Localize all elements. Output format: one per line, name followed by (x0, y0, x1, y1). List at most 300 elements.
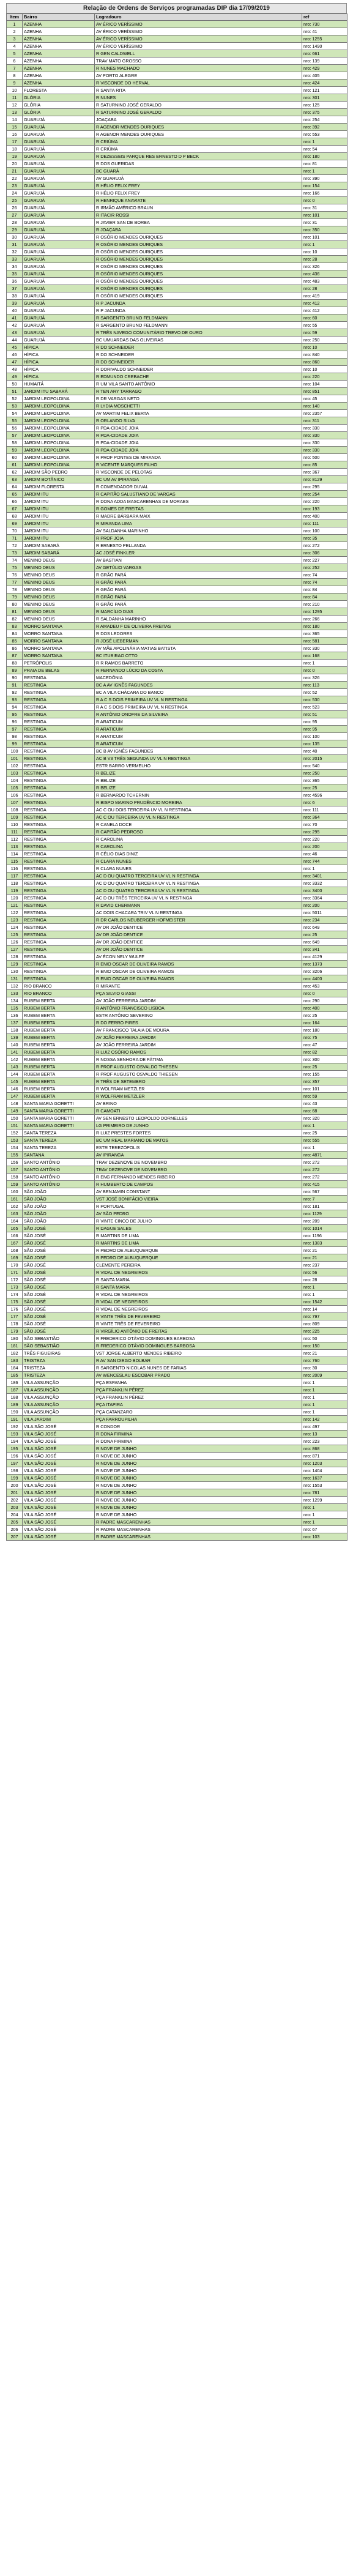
cell-logradouro: R R RAMOS BARRETO (95, 660, 302, 667)
cell-logradouro: R ORLANDO SILVA (95, 417, 302, 425)
cell-bairro: TRISTEZA (23, 1364, 95, 1372)
cell-bairro: GUARUJÁ (23, 116, 95, 124)
table-row (7, 983, 347, 990)
cell-bairro: RESTINGA (23, 696, 95, 704)
cell-item: 21 (7, 168, 23, 175)
cell-logradouro: R DONA FIRMINA (95, 1438, 302, 1445)
cell-bairro: GUARUJÁ (23, 278, 95, 285)
table-row (7, 1093, 347, 1100)
cell-bairro: HÍPICA (23, 373, 95, 381)
cell-logradouro: AC D OU QUATRO TERCEIRA UV VL N RESTINGA (95, 880, 302, 887)
table-row (7, 476, 347, 483)
cell-logradouro: R GOMES DE FREITAS (95, 505, 302, 513)
cell-bairro: VILA ASSUNÇÃO (23, 1379, 95, 1387)
cell-bairro: GUARUJÁ (23, 329, 95, 337)
cell-logradouro: R A C S DOIS PRIMEIRA UV VL N RESTINGA (95, 704, 302, 711)
table-row (7, 344, 347, 351)
cell-ref: nro: 357 (302, 1078, 347, 1085)
table-row (7, 895, 347, 902)
cell-item: 47 (7, 359, 23, 366)
cell-logradouro: R ITACIR ROSSI (95, 212, 302, 219)
cell-logradouro: R MADRE BÁRBARA MAIX (95, 513, 302, 520)
cell-bairro: HÍPICA (23, 351, 95, 359)
cell-bairro: SANTA TEREZA (23, 1137, 95, 1144)
cell-bairro: GUARUJÁ (23, 175, 95, 182)
cell-ref: nro: 730 (302, 21, 347, 28)
cell-bairro: JARDIM ITU (23, 505, 95, 513)
cell-item: 13 (7, 109, 23, 116)
table-row (7, 1122, 347, 1130)
cell-logradouro: R CAMOATI (95, 1107, 302, 1115)
cell-ref: nro: 51 (302, 711, 347, 718)
cell-logradouro: R SARGENTO NICOLAS NUNES DE FARIAS (95, 1364, 302, 1372)
cell-bairro: SANTA MARIA GORETTI (23, 1115, 95, 1122)
cell-ref: nro: 330 (302, 447, 347, 454)
cell-logradouro: R NOVE DE JUNHO (95, 1460, 302, 1467)
cell-ref: nro: 797 (302, 1313, 347, 1320)
cell-ref: nro: 81 (302, 160, 347, 168)
cell-ref: nro: 10 (302, 248, 347, 256)
cell-ref: nro: 415 (302, 1181, 347, 1188)
table-row (7, 777, 347, 784)
cell-logradouro: AC C OU DOIS TERCEIRA UV VL N RESTINGA (95, 806, 302, 814)
cell-item: 132 (7, 983, 23, 990)
cell-logradouro: R PDA-CIDADE JOIA (95, 425, 302, 432)
table-row (7, 696, 347, 704)
table-row (7, 880, 347, 887)
table-row (7, 623, 347, 630)
cell-logradouro: AV PORTO ALEGRE (95, 72, 302, 80)
cell-ref: nro: 1 (302, 1122, 347, 1130)
table-row (7, 1335, 347, 1342)
cell-logradouro: AV WENCESLAU ESCOBAR PRADO (95, 1372, 302, 1379)
table-row (7, 608, 347, 616)
cell-ref: nro: 225 (302, 1328, 347, 1335)
cell-ref: nro: 103 (302, 1533, 347, 1541)
cell-item: 15 (7, 124, 23, 131)
table-row (7, 1240, 347, 1247)
cell-item: 9 (7, 80, 23, 87)
cell-bairro: JARDIM SABARÁ (23, 549, 95, 557)
cell-item: 106 (7, 792, 23, 799)
cell-logradouro: R OSÓRIO MENDES OURIQUES (95, 263, 302, 270)
cell-logradouro: R BERNARDO TCHERNIN (95, 792, 302, 799)
cell-item: 176 (7, 1306, 23, 1313)
cell-ref: nro: 125 (302, 102, 347, 109)
table-row (7, 557, 347, 564)
cell-ref: nro: 412 (302, 300, 347, 307)
table-row (7, 80, 347, 87)
cell-ref: nro: 180 (302, 623, 347, 630)
cell-ref: nro: 31 (302, 204, 347, 212)
table-row (7, 1445, 347, 1453)
cell-ref: nro: 424 (302, 80, 347, 87)
cell-ref: nro: 300 (302, 1056, 347, 1063)
cell-bairro: MENINO DEUS (23, 608, 95, 616)
cell-bairro: JARDIM SABARÁ (23, 542, 95, 549)
cell-ref: nro: 1 (302, 168, 347, 175)
cell-logradouro: R PADRE MASCARENHAS (95, 1519, 302, 1526)
cell-logradouro: R AGENOR MENDES OURIQUES (95, 124, 302, 131)
cell-ref: nro: 649 (302, 924, 347, 931)
cell-item: 79 (7, 594, 23, 601)
cell-logradouro: R LUIZ PRESTES FORTES (95, 1130, 302, 1137)
cell-ref: nro: 75 (302, 1034, 347, 1041)
cell-item: 196 (7, 1453, 23, 1460)
cell-item: 140 (7, 1041, 23, 1049)
cell-item: 81 (7, 608, 23, 616)
cell-logradouro: R A C S DOIS PRIMEIRA UV VL N RESTINGA (95, 696, 302, 704)
cell-bairro: RESTINGA (23, 931, 95, 939)
cell-logradouro: R NOVE DE JUNHO (95, 1445, 302, 1453)
table-row (7, 726, 347, 733)
table-row (7, 594, 347, 601)
cell-bairro: VILA SÃO JOSÉ (23, 1475, 95, 1482)
cell-bairro: GUARUJÁ (23, 204, 95, 212)
cell-item: 78 (7, 586, 23, 594)
table-row (7, 1188, 347, 1196)
cell-item: 53 (7, 403, 23, 410)
cell-ref: nro: 272 (302, 1166, 347, 1174)
cell-logradouro: R OSÓRIO MENDES OURIQUES (95, 248, 302, 256)
cell-item: 74 (7, 557, 23, 564)
cell-bairro: SANTA TEREZA (23, 1130, 95, 1137)
cell-item: 202 (7, 1497, 23, 1504)
table-row (7, 939, 347, 946)
cell-logradouro: R PDA-CIDADE JOIA (95, 432, 302, 439)
cell-bairro: RESTINGA (23, 762, 95, 770)
cell-ref: nro: 193 (302, 505, 347, 513)
cell-logradouro: R NOVE DE JUNHO (95, 1504, 302, 1511)
cell-item: 11 (7, 94, 23, 102)
table-row (7, 740, 347, 748)
column-header-bairro: Bairro (23, 14, 95, 21)
cell-bairro: PETRÓPOLIS (23, 660, 95, 667)
cell-item: 197 (7, 1460, 23, 1467)
cell-logradouro: R CLARA NUNES (95, 865, 302, 873)
cell-item: 30 (7, 234, 23, 241)
cell-ref: nro: 250 (302, 770, 347, 777)
cell-item: 144 (7, 1071, 23, 1078)
cell-logradouro: R TRÊS DE SETEMBRO (95, 1078, 302, 1085)
cell-ref: nro: 1 (302, 1387, 347, 1394)
cell-item: 163 (7, 1210, 23, 1218)
cell-ref: nro: 10 (302, 366, 347, 373)
cell-item: 162 (7, 1203, 23, 1210)
cell-bairro: PRAIA DE BELAS (23, 667, 95, 674)
cell-ref: nro: 84 (302, 594, 347, 601)
cell-logradouro: R BELIZE (95, 777, 302, 784)
table-row (7, 278, 347, 285)
table-row (7, 1049, 347, 1056)
cell-logradouro: AV GUARUJÁ (95, 175, 302, 182)
cell-ref: nro: 1299 (302, 1497, 347, 1504)
cell-bairro: MENINO DEUS (23, 616, 95, 623)
cell-logradouro: AV SÃO PEDRO (95, 1210, 302, 1218)
table-row (7, 1005, 347, 1012)
cell-bairro: JARDIM LEOPOLDINA (23, 425, 95, 432)
cell-logradouro: AV JOÃO FERREIRA JARDIM (95, 1034, 302, 1041)
cell-bairro: GUARUJÁ (23, 190, 95, 197)
cell-bairro: SÃO JOSÉ (23, 1306, 95, 1313)
cell-ref: nro: 1637 (302, 1475, 347, 1482)
cell-logradouro: R VIDAL DE NEGREIROS (95, 1298, 302, 1306)
cell-item: 142 (7, 1056, 23, 1063)
table-row (7, 645, 347, 652)
cell-logradouro: TRAV DEZENOVE DE NOVEMBRO (95, 1159, 302, 1166)
cell-bairro: RUBEM BERTA (23, 1005, 95, 1012)
cell-ref: nro: 101 (302, 1085, 347, 1093)
table-row (7, 212, 347, 219)
table-row (7, 21, 347, 28)
table-row (7, 461, 347, 469)
cell-logradouro: R CLARA NUNES (95, 858, 302, 865)
cell-item: 46 (7, 351, 23, 359)
table-row (7, 1130, 347, 1137)
table-row (7, 182, 347, 190)
cell-bairro: SANTA MARIA GORETTI (23, 1122, 95, 1130)
cell-bairro: GLÓRIA (23, 102, 95, 109)
cell-ref: nro: 555 (302, 1137, 347, 1144)
cell-logradouro: BC B AV IGNÊS FAGUNDES (95, 748, 302, 755)
cell-item: 165 (7, 1225, 23, 1232)
cell-logradouro: AC D OU QUATRO TERCEIRA UV VL N RESTINGA (95, 873, 302, 880)
cell-ref: nro: 1 (302, 1379, 347, 1387)
cell-ref: nro: 95 (302, 718, 347, 726)
cell-item: 18 (7, 146, 23, 153)
cell-item: 12 (7, 102, 23, 109)
column-header-item: Item (7, 14, 23, 21)
cell-bairro: SÃO JOSÉ (23, 1269, 95, 1276)
cell-ref: nro: 1 (302, 138, 347, 146)
cell-item: 171 (7, 1269, 23, 1276)
cell-logradouro: R OSÓRIO MENDES OURIQUES (95, 278, 302, 285)
cell-bairro: SÃO JOSÉ (23, 1254, 95, 1262)
table-row (7, 1159, 347, 1166)
cell-bairro: VILA JARDIM (23, 1416, 95, 1423)
cell-bairro: RUBEM BERTA (23, 1027, 95, 1034)
table-row (7, 315, 347, 322)
table-row (7, 542, 347, 549)
cell-logradouro: PÇA FRANKLIN PÉREZ (95, 1394, 302, 1401)
cell-ref: nro: 140 (302, 403, 347, 410)
table-row (7, 579, 347, 586)
cell-logradouro: R SARGENTO BRUNO FELDMANN (95, 315, 302, 322)
table-row (7, 432, 347, 439)
cell-bairro: GUARUJÁ (23, 219, 95, 226)
cell-item: 191 (7, 1416, 23, 1423)
cell-item: 201 (7, 1489, 23, 1497)
cell-bairro: RESTINGA (23, 961, 95, 968)
cell-bairro: AZENHA (23, 72, 95, 80)
cell-item: 4 (7, 43, 23, 50)
cell-bairro: RUBEM BERTA (23, 1085, 95, 1093)
cell-item: 73 (7, 549, 23, 557)
cell-logradouro: R ARATICUM (95, 733, 302, 740)
table-row (7, 682, 347, 689)
cell-logradouro: AV FRANCISCO TALAIA DE MOURA (95, 1027, 302, 1034)
cell-logradouro: R TEN ARY TARRAGO (95, 388, 302, 395)
cell-ref: nro: 4400 (302, 975, 347, 983)
cell-item: 90 (7, 674, 23, 682)
cell-bairro: GUARUJÁ (23, 263, 95, 270)
cell-ref: nro: 82 (302, 1049, 347, 1056)
cell-item: 60 (7, 454, 23, 461)
cell-logradouro: R HÉLIO FELIX FREY (95, 190, 302, 197)
cell-item: 155 (7, 1152, 23, 1159)
table-row (7, 447, 347, 454)
table-row (7, 1056, 347, 1063)
cell-bairro: RIO BRANCO (23, 990, 95, 997)
table-row (7, 1262, 347, 1269)
cell-item: 31 (7, 241, 23, 248)
table-row (7, 652, 347, 660)
table-row (7, 1364, 347, 1372)
table-row (7, 1394, 347, 1401)
cell-ref: nro: 390 (302, 175, 347, 182)
table-row (7, 630, 347, 638)
cell-item: 178 (7, 1320, 23, 1328)
cell-item: 141 (7, 1049, 23, 1056)
cell-bairro: TRÊS FIGUEIRAS (23, 1350, 95, 1357)
cell-item: 28 (7, 219, 23, 226)
cell-logradouro: R DO SCHNEIDER (95, 344, 302, 351)
cell-item: 88 (7, 660, 23, 667)
cell-bairro: JARDIM LEOPOLDINA (23, 447, 95, 454)
cell-bairro: RUBEM BERTA (23, 1056, 95, 1063)
cell-logradouro: TRAV DEZENOVE DE NOVEMBRO (95, 1166, 302, 1174)
cell-item: 152 (7, 1130, 23, 1137)
cell-item: 174 (7, 1291, 23, 1298)
cell-item: 86 (7, 645, 23, 652)
table-row (7, 513, 347, 520)
cell-logradouro: R UM VILA SANTO ANTÔNIO (95, 381, 302, 388)
cell-item: 147 (7, 1093, 23, 1100)
cell-bairro: GUARUJÁ (23, 307, 95, 315)
table-row (7, 990, 347, 997)
cell-ref: nro: 7 (302, 1196, 347, 1203)
cell-item: 158 (7, 1174, 23, 1181)
cell-bairro: JARDIM ITU (23, 513, 95, 520)
cell-item: 44 (7, 337, 23, 344)
table-row (7, 1511, 347, 1519)
cell-ref: nro: 400 (302, 1005, 347, 1012)
table-row (7, 1526, 347, 1533)
cell-item: 56 (7, 425, 23, 432)
cell-bairro: RESTINGA (23, 718, 95, 726)
cell-item: 82 (7, 616, 23, 623)
cell-item: 117 (7, 873, 23, 880)
cell-item: 85 (7, 638, 23, 645)
cell-logradouro: R PROF PONTES DE MIRANDA (95, 454, 302, 461)
table-row (7, 109, 347, 116)
table-row (7, 1387, 347, 1394)
cell-item: 34 (7, 263, 23, 270)
cell-bairro: AZENHA (23, 35, 95, 43)
table-row (7, 234, 347, 241)
cell-bairro: GUARUJÁ (23, 197, 95, 204)
cell-logradouro: R CAROLINA (95, 843, 302, 851)
table-row (7, 1144, 347, 1152)
cell-logradouro: R IRMÃO AMÉRICO BRAUN (95, 204, 302, 212)
cell-ref: nro: 871 (302, 1453, 347, 1460)
cell-logradouro: TRAV MATO GROSSO (95, 58, 302, 65)
table-row (7, 1210, 347, 1218)
cell-bairro: GUARUJÁ (23, 131, 95, 138)
cell-item: 194 (7, 1438, 23, 1445)
cell-ref: nro: 100 (302, 527, 347, 535)
cell-bairro: JARDIM LEOPOLDINA (23, 410, 95, 417)
cell-logradouro: R TRÊS NAVEGO COMUNITÁRIO TREVO DE OURO (95, 329, 302, 337)
cell-ref: nro: 2015 (302, 755, 347, 762)
cell-ref: nro: 254 (302, 116, 347, 124)
cell-ref: nro: 1373 (302, 961, 347, 968)
cell-ref: nro: 254 (302, 491, 347, 498)
cell-logradouro: R GRÃO PARÁ (95, 594, 302, 601)
cell-bairro: VILA SÃO JOSÉ (23, 1431, 95, 1438)
cell-logradouro: AV SALDANHA MARINHO (95, 527, 302, 535)
cell-ref: nro: 234 (302, 917, 347, 924)
table-row (7, 263, 347, 270)
table-row (7, 65, 347, 72)
cell-item: 195 (7, 1445, 23, 1453)
cell-ref: nro: 43 (302, 1100, 347, 1107)
cell-logradouro: R NOVE DE JUNHO (95, 1467, 302, 1475)
cell-ref: nro: 227 (302, 557, 347, 564)
table-row (7, 439, 347, 447)
cell-logradouro: R OSÓRIO MENDES OURIQUES (95, 256, 302, 263)
cell-bairro: MENINO DEUS (23, 586, 95, 594)
cell-logradouro: PÇA ITAPIRA (95, 1401, 302, 1409)
cell-logradouro: R VISCONDE DE PELOTAS (95, 469, 302, 476)
cell-ref: nro: 295 (302, 483, 347, 491)
cell-bairro: SÃO JOSÉ (23, 1232, 95, 1240)
table-row (7, 858, 347, 865)
cell-bairro: SANTA MARIA GORETTI (23, 1107, 95, 1115)
cell-item: 161 (7, 1196, 23, 1203)
cell-ref: nro: 210 (302, 601, 347, 608)
cell-item: 200 (7, 1482, 23, 1489)
cell-bairro: VILA SÃO JOSÉ (23, 1511, 95, 1519)
cell-logradouro: R DORIVALDO SCHNEIDER (95, 366, 302, 373)
table-row (7, 1519, 347, 1526)
cell-ref: nro: 860 (302, 359, 347, 366)
cell-ref: nro: 14 (302, 1306, 347, 1313)
cell-logradouro: R OSÓRIO MENDES OURIQUES (95, 270, 302, 278)
cell-item: 67 (7, 505, 23, 513)
cell-ref: nro: 326 (302, 674, 347, 682)
table-row (7, 902, 347, 909)
cell-bairro: GUARUJÁ (23, 182, 95, 190)
cell-item: 89 (7, 667, 23, 674)
cell-logradouro: R OSÓRIO MENDES OURIQUES (95, 234, 302, 241)
cell-ref: nro: 70 (302, 821, 347, 828)
cell-item: 66 (7, 498, 23, 505)
cell-item: 156 (7, 1159, 23, 1166)
cell-bairro: SANTO ANTÔNIO (23, 1159, 95, 1166)
cell-item: 100 (7, 748, 23, 755)
cell-bairro: MENINO DEUS (23, 557, 95, 564)
cell-bairro: RESTINGA (23, 726, 95, 733)
cell-ref: nro: 1 (302, 865, 347, 873)
cell-bairro: GUARUJÁ (23, 226, 95, 234)
table-row (7, 1416, 347, 1423)
cell-logradouro: R NOSSA SENHORA DE FÁTIMA (95, 1056, 302, 1063)
cell-bairro: RESTINGA (23, 784, 95, 792)
cell-logradouro: R PEDRO DE ALBUQUERQUE (95, 1247, 302, 1254)
cell-ref: nro: 30 (302, 1364, 347, 1372)
cell-logradouro: AC B V3 TRÊS SEGUNDA UV VL N RESTINGA (95, 755, 302, 762)
